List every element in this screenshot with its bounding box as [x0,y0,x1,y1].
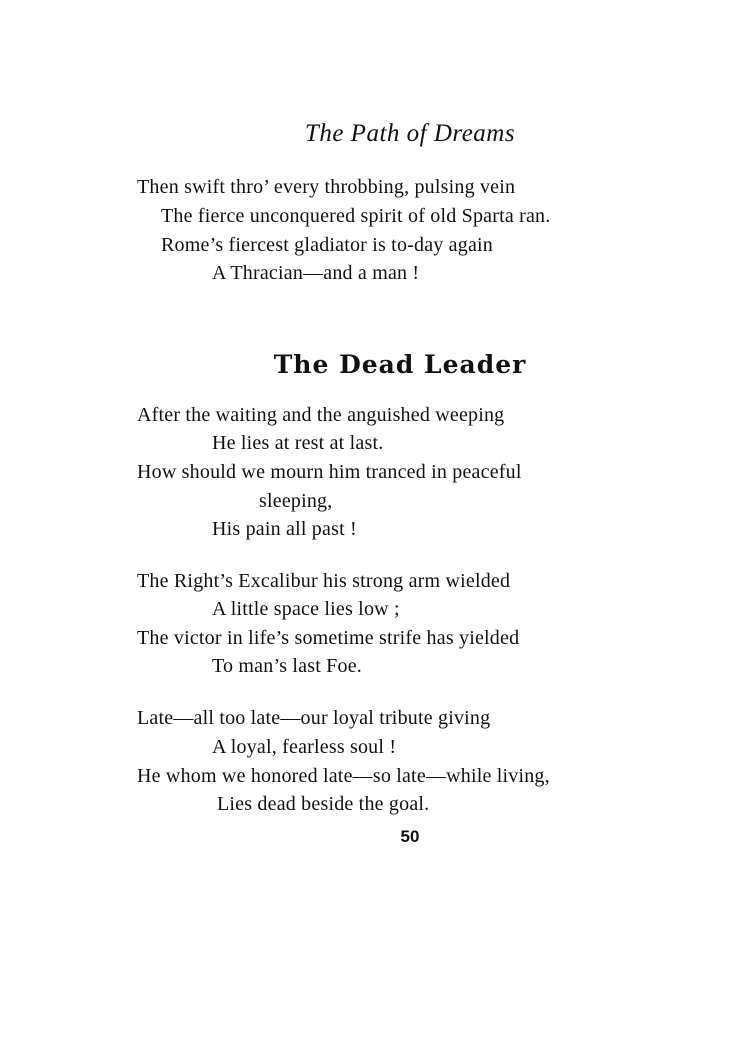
poem-line: The Right’s Excalibur his strong arm wielded [137,570,511,592]
poem-line: How should we mourn him tranced in peaceful [137,461,522,483]
poem-line: A loyal, fearless soul ! [212,736,397,758]
poem-line: The victor in life’s sometime strife has yielded [137,627,520,649]
poem-line: He whom we honored late—so late—while living, [137,765,550,787]
running-head: The Path of Dreams [304,120,516,147]
poem-title: The Dead Leader [273,350,527,379]
poem-line: The fierce unconquered spirit of old Sparta ran. [161,205,551,227]
poem-line: His pain all past ! [212,518,357,540]
poem-line: Rome’s fiercest gladiator is to-day again [161,234,493,256]
poem-line: After the waiting and the anguished weeping [137,404,505,426]
poem-line: sleeping, [259,490,333,512]
poem-line: He lies at rest at last. [212,432,384,454]
poem-line: Late—all too late—our loyal tribute giving [137,707,491,729]
page-number: 50 [400,827,420,846]
poem-line: Then swift thro’ every throbbing, pulsing vein [137,176,516,198]
poem-line: Lies dead beside the goal. [217,793,430,815]
poem-line: To man’s last Foe. [212,655,362,677]
poem-line: A Thracian—and a man ! [212,262,420,284]
poem-line: A little space lies low ; [212,598,400,620]
